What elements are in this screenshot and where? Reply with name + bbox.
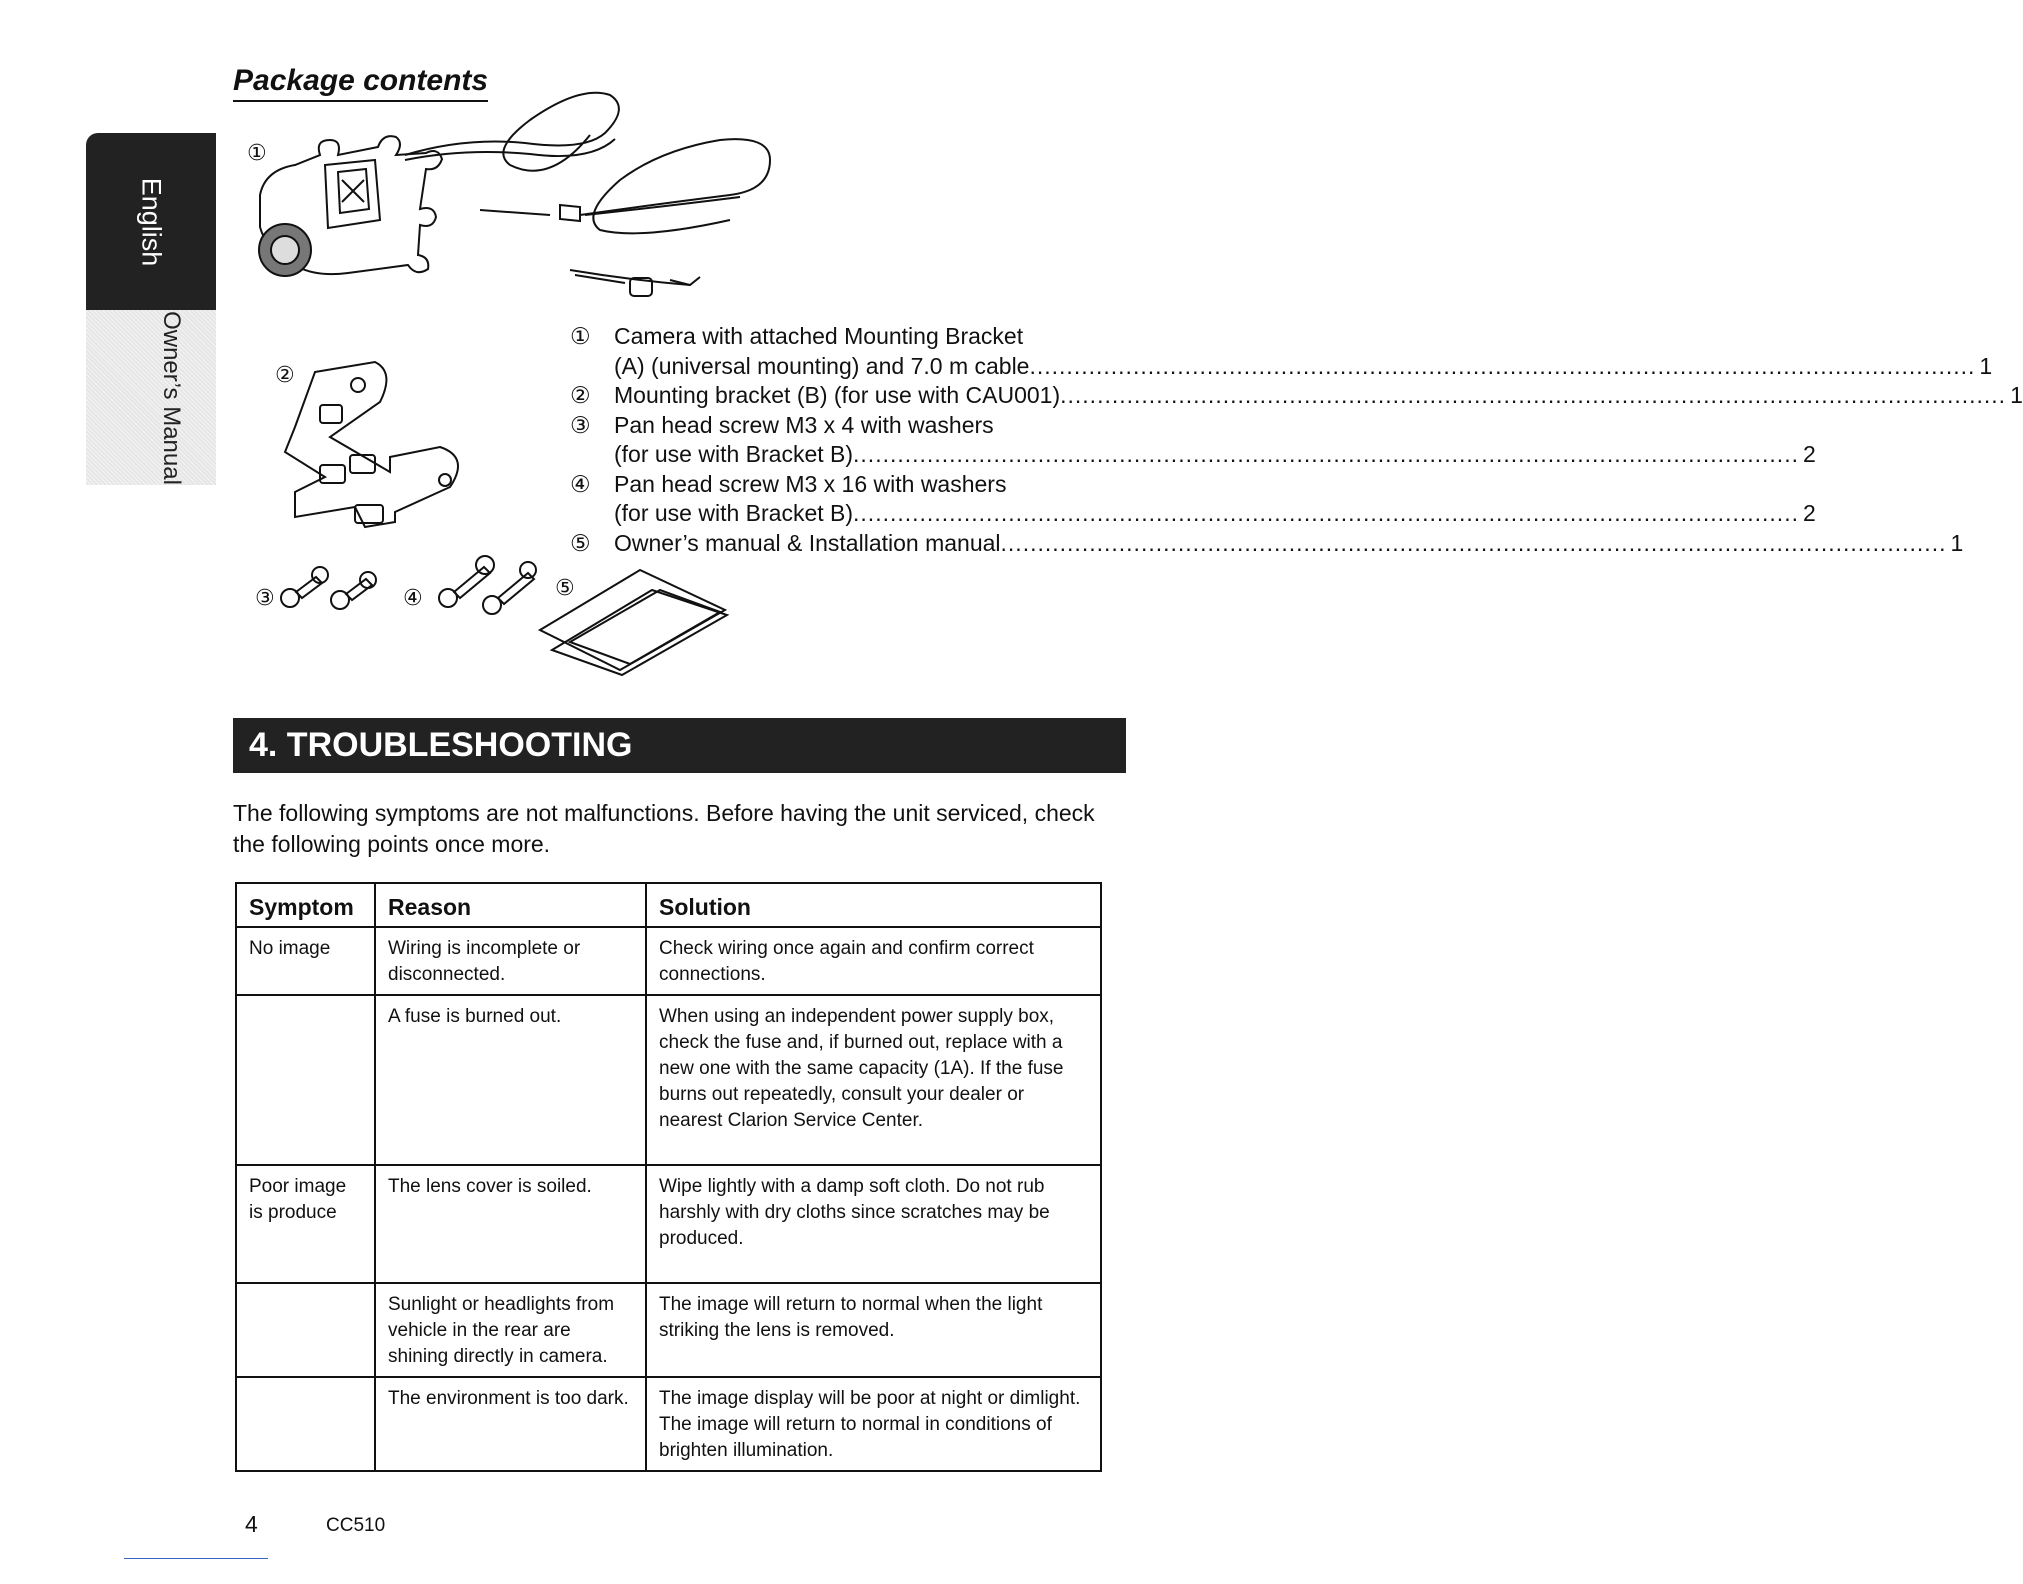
contents-item-quantity: 1 xyxy=(1979,352,1993,379)
contents-item-number: ② xyxy=(570,382,591,408)
label-item-4: ④ xyxy=(403,586,423,611)
contents-item-number: ① xyxy=(570,323,591,349)
contents-item-quantity: 1 xyxy=(1950,529,1964,556)
dot-leader xyxy=(1060,381,2006,411)
contents-item xyxy=(570,322,1993,381)
contents-item-text: Pan head screw M3 x 16 with washers xyxy=(614,470,1007,497)
table-header-row xyxy=(236,883,1101,927)
symptom-cell: No image xyxy=(236,927,375,995)
camera-icon xyxy=(259,136,442,276)
footer-rule xyxy=(124,1558,268,1559)
contents-item xyxy=(570,529,1964,559)
contents-item xyxy=(570,381,2023,411)
contents-item-line xyxy=(614,499,1816,529)
table-row xyxy=(236,1283,1101,1377)
table-row xyxy=(236,995,1101,1165)
intro-paragraph: The following symptoms are not malfunctions. Before having the unit serviced, check the following points once more. xyxy=(233,800,1095,857)
header-reason: Reason xyxy=(375,883,646,927)
reason-cell: The environment is too dark. xyxy=(375,1377,646,1471)
contents-item-line xyxy=(614,440,1816,470)
contents-item-quantity: 2 xyxy=(1802,500,1816,526)
label-item-5: ⑤ xyxy=(555,576,575,601)
contents-item-line xyxy=(614,352,1992,382)
manual-tab xyxy=(86,310,216,485)
troubleshooting-table xyxy=(235,882,1102,1472)
language-tab xyxy=(86,133,216,310)
section-header xyxy=(233,718,1126,773)
reason-cell: The lens cover is soiled. xyxy=(375,1165,646,1283)
contents-item-number: ④ xyxy=(570,470,591,497)
mounting-bracket-icon xyxy=(285,362,458,527)
contents-item-number: ⑤ xyxy=(570,529,591,556)
dot-leader xyxy=(1001,529,1947,559)
table-row xyxy=(236,927,1101,995)
dot-leader xyxy=(1029,352,1975,382)
contents-item-text: Pan head screw M3 x 4 with washers xyxy=(614,411,994,438)
header-symptom: Symptom xyxy=(236,883,375,927)
dot-leader xyxy=(853,499,1799,529)
solution-cell: The image display will be poor at night or dimlight. The image will return to normal in conditions of brighten illumination. xyxy=(646,1377,1101,1471)
contents-item-line xyxy=(614,470,1816,500)
solution-cell: Wipe lightly with a damp soft cloth. Do not rub harshly with dry cloths since scratches may be produced. xyxy=(646,1165,1101,1283)
contents-item-line xyxy=(614,381,2023,411)
contents-item xyxy=(570,470,1816,529)
contents-item-text: (for use with Bracket B) xyxy=(614,441,854,467)
reason-cell: A fuse is burned out. xyxy=(375,995,646,1165)
symptom-cell xyxy=(236,1377,375,1471)
section-title: 4. TROUBLESHOOTING xyxy=(249,726,633,764)
contents-item xyxy=(570,411,1816,470)
contents-item-text: Owner’s manual & Installation manual xyxy=(614,529,1001,556)
page-number: 4 xyxy=(245,1511,258,1537)
table-row xyxy=(236,1165,1101,1283)
reason-cell: Wiring is incomplete or disconnected. xyxy=(375,927,646,995)
symptom-cell xyxy=(236,995,375,1165)
contents-item-text: (for use with Bracket B) xyxy=(614,500,854,526)
table-row xyxy=(236,1377,1101,1471)
symptom-cell xyxy=(236,1283,375,1377)
label-item-1: ① xyxy=(247,141,267,166)
contents-item-line xyxy=(614,411,1816,441)
contents-item-text: Camera with attached Mounting Bracket xyxy=(614,323,1024,349)
page-title: Package contents xyxy=(233,64,488,102)
contents-item-quantity: 1 xyxy=(2010,382,2023,408)
dot-leader xyxy=(853,440,1799,470)
solution-cell: When using an independent power supply box, check the fuse and, if burned out, replace with a new one with the same capacity (1A). If the fuse burns out repeatedly, consult your dealer or nearest Clarion Service Center. xyxy=(646,995,1101,1165)
symptom-cell: Poor image is produce xyxy=(236,1165,375,1283)
label-item-2: ② xyxy=(275,363,295,388)
solution-cell: Check wiring once again and confirm correct connections. xyxy=(646,927,1101,995)
model-number: CC510 xyxy=(326,1515,386,1536)
contents-item-quantity: 2 xyxy=(1802,441,1816,467)
header-solution: Solution xyxy=(646,883,1101,927)
contents-item-number: ③ xyxy=(570,411,591,438)
solution-cell: The image will return to normal when the light striking the lens is removed. xyxy=(646,1283,1101,1377)
contents-item-line xyxy=(614,529,1963,559)
table-body xyxy=(236,927,1101,1471)
manual-tab-label: Owner’s Manual xyxy=(158,310,185,485)
language-tab-label: English xyxy=(136,177,167,266)
contents-item-line xyxy=(614,322,1992,352)
contents-item-text: (A) (universal mounting) and 7.0 m cable xyxy=(614,352,1030,379)
contents-item-text: Mounting bracket (B) (for use with CAU001) xyxy=(614,382,1061,408)
cable-icon xyxy=(405,93,770,296)
label-item-3: ③ xyxy=(255,586,275,611)
reason-cell: Sunlight or headlights from vehicle in the rear are shining directly in camera. xyxy=(375,1283,646,1377)
package-contents-list xyxy=(570,322,2023,558)
